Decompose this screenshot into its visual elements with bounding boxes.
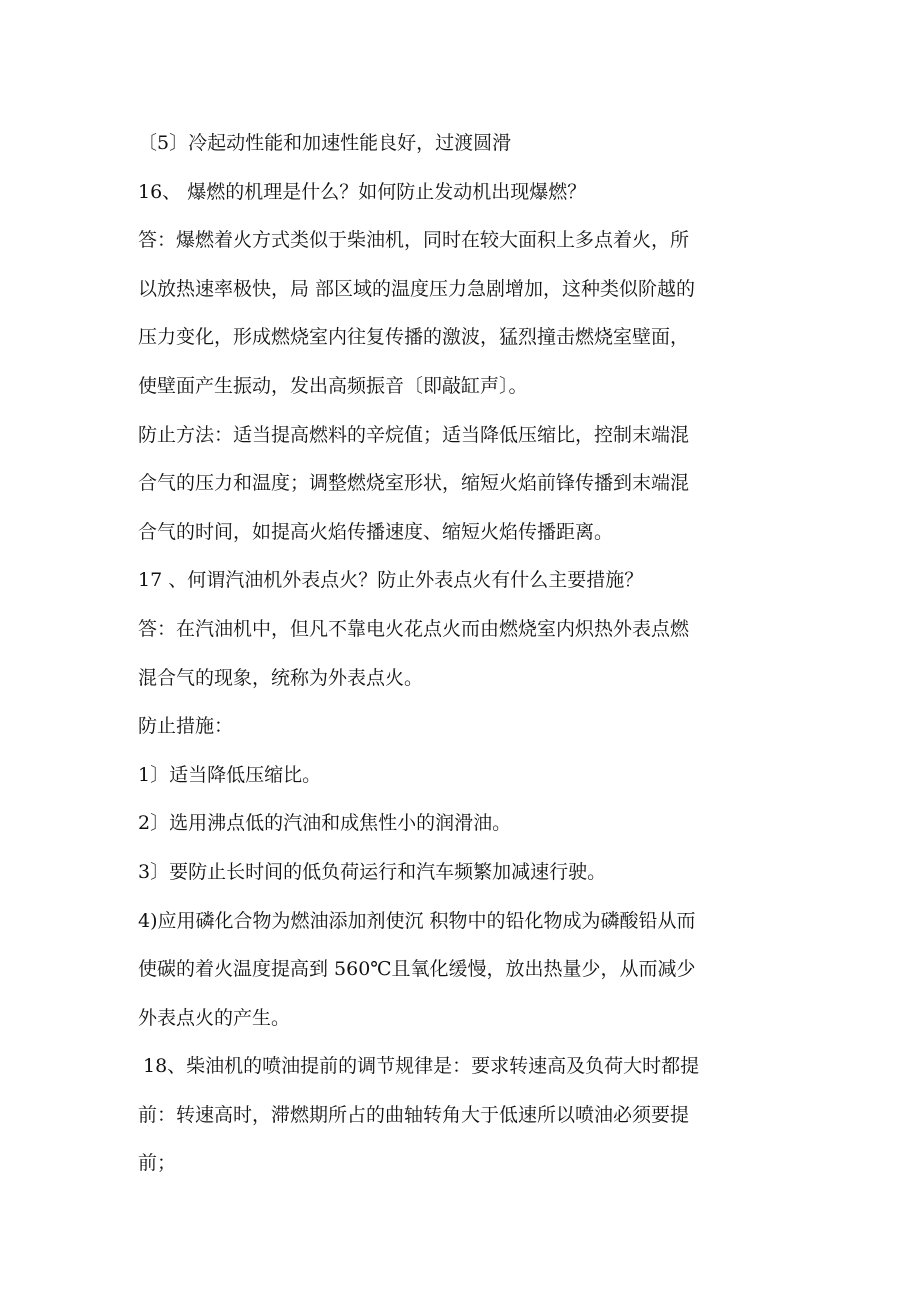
text-line: 防止方法：适当提高燃料的辛烷值；适当降低压缩比，控制末端混 [138, 423, 690, 446]
list-item: 4)应用磷化合物为燃油添加剂使沉 积物中的铅化物成为磷酸铅从而 [138, 909, 696, 932]
text-line: 答：爆燃着火方式类似于柴油机，同时在较大面积上多点着火，所 [138, 229, 690, 252]
question-16: 16、 爆燃的机理是什么？如何防止发动机出现爆燃？ [138, 180, 587, 203]
list-item: 1〕适当降低压缩比。 [138, 763, 322, 786]
text-line: 使碳的着火温度提高到 560℃且氧化缓慢，放出热量少，从而减少 [138, 958, 696, 981]
text-line: 外表点火的产生。 [138, 1006, 291, 1029]
text-line: 压力变化，形成燃烧室内往复传播的激波，猛烈撞击燃烧室壁面， [138, 326, 690, 349]
text-line: 前：转速高时，滞燃期所占的曲轴转角大于低速所以喷油必须要提 [138, 1103, 690, 1126]
text-line: 答：在汽油机中，但凡不靠电火花点火而由燃烧室内炽热外表点燃 [138, 617, 690, 640]
text-line: 混合气的现象，统称为外表点火。 [138, 666, 424, 689]
list-item: 3〕要防止长时间的低负荷运行和汽车频繁加减速行驶。 [138, 860, 607, 883]
text-line: 合气的压力和温度；调整燃烧室形状，缩短火焰前锋传播到末端混 [138, 472, 690, 495]
text-line: 前； [138, 1152, 177, 1175]
text-line: 〔5〕冷起动性能和加速性能良好，过渡圆滑 [138, 132, 512, 154]
question-18: 18、柴油机的喷油提前的调节规律是：要求转速高及负荷大时都提 [143, 1055, 700, 1078]
list-item: 2〕选用沸点低的汽油和成焦性小的润滑油。 [138, 812, 512, 835]
text-line: 以放热速率极快，局 部区域的温度压力急剧增加，这种类似阶越的 [138, 277, 696, 300]
document-body [138, 119, 778, 1188]
text-line: 合气的时间，如提高火焰传播速度、缩短火焰传播距离。 [138, 520, 614, 543]
text-line: 使壁面产生振动，发出高频振音〔即敲缸声〕。 [138, 374, 528, 397]
text-line: 防止措施： [138, 715, 234, 738]
question-17: 17 、何谓汽油机外表点火？防止外表点火有什么主要措施？ [138, 569, 644, 592]
